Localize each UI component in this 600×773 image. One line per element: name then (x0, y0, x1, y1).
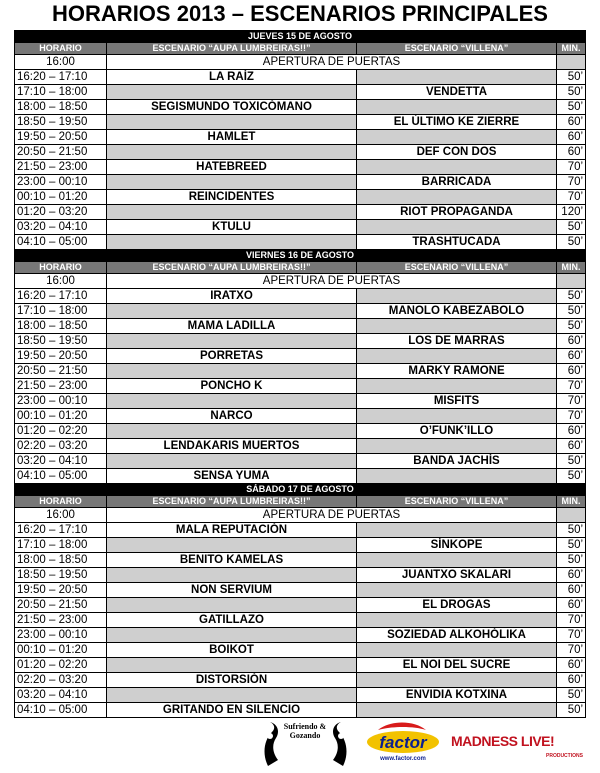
stage-b-band (357, 220, 557, 235)
slot-minutes: 60’ (557, 349, 586, 364)
stage-b-band (357, 583, 557, 598)
slot-time: 04:10 – 05:00 (15, 469, 107, 484)
slot-minutes: 60’ (557, 583, 586, 598)
slot-time: 18:00 – 18:50 (15, 100, 107, 115)
slot-time: 00:10 – 01:20 (15, 643, 107, 658)
day-label: SÁBADO 17 DE AGOSTO (15, 484, 586, 496)
slot-minutes: 50’ (557, 319, 586, 334)
stage-b-band (357, 523, 557, 538)
slot-time: 00:10 – 01:20 (15, 409, 107, 424)
slot-minutes: 70’ (557, 175, 586, 190)
stage-b-band: O’FUNK’ILLO (357, 424, 557, 439)
slot-time: 01:20 – 02:20 (15, 424, 107, 439)
stage-b-band (357, 319, 557, 334)
slot-minutes: 50’ (557, 454, 586, 469)
slot-time: 20:50 – 21:50 (15, 598, 107, 613)
stage-a-band (107, 454, 357, 469)
slot-time: 04:10 – 05:00 (15, 235, 107, 250)
stage-a-band (107, 115, 357, 130)
day-header-row (15, 484, 586, 496)
slot-time: 18:00 – 18:50 (15, 319, 107, 334)
stage-b-band (357, 613, 557, 628)
slot-time: 01:20 – 02:20 (15, 658, 107, 673)
page-title: HORARIOS 2013 – ESCENARIOS PRINCIPALES (52, 1, 548, 26)
stage-a-band (107, 394, 357, 409)
schedule-row (15, 613, 586, 628)
factor-wordmark: factor (379, 733, 427, 752)
schedule-row (15, 319, 586, 334)
opening-row (15, 274, 586, 289)
stage-a-band: SENSA YUMA (107, 469, 357, 484)
header-stage-a: ESCENARIO “AUPA LUMBREIRAS!!” (107, 43, 357, 55)
schedule-row (15, 160, 586, 175)
stage-a-band: BOIKOT (107, 643, 357, 658)
slot-time: 16:20 – 17:10 (15, 289, 107, 304)
slot-minutes: 70’ (557, 160, 586, 175)
factor-logo (364, 720, 442, 768)
slot-time: 16:20 – 17:10 (15, 523, 107, 538)
factor-url: www.factor.com (380, 756, 426, 762)
header-min: MIN. (557, 262, 586, 274)
opening-label: APERTURA DE PUERTAS (107, 55, 557, 70)
column-header-row (15, 43, 586, 55)
stage-b-band: BARRICADA (357, 175, 557, 190)
stage-b-band: EL DROGAS (357, 598, 557, 613)
stage-a-band (107, 145, 357, 160)
stage-a-band: PORRETAS (107, 349, 357, 364)
schedule-row (15, 304, 586, 319)
slot-minutes: 60’ (557, 424, 586, 439)
schedule-table (14, 30, 586, 718)
header-min: MIN. (557, 496, 586, 508)
slot-minutes: 60’ (557, 598, 586, 613)
slot-time: 18:50 – 19:50 (15, 334, 107, 349)
stage-a-band: REINCIDENTES (107, 190, 357, 205)
header-stage-a: ESCENARIO “AUPA LUMBREIRAS!!” (107, 262, 357, 274)
stage-b-band (357, 289, 557, 304)
header-stage-a: ESCENARIO “AUPA LUMBREIRAS!!” (107, 496, 357, 508)
schedule-row (15, 289, 586, 304)
slot-time: 17:10 – 18:00 (15, 304, 107, 319)
schedule-row (15, 673, 586, 688)
stage-a-band (107, 364, 357, 379)
schedule-row (15, 454, 586, 469)
stage-b-band: BANDA JACHÍS (357, 454, 557, 469)
header-stage-b: ESCENARIO “VILLENA” (357, 262, 557, 274)
schedule-row (15, 568, 586, 583)
schedule-row (15, 145, 586, 160)
schedule-row (15, 394, 586, 409)
slot-time: 17:10 – 18:00 (15, 538, 107, 553)
header-stage-b: ESCENARIO “VILLENA” (357, 496, 557, 508)
stage-b-band: EL NOI DEL SUCRE (357, 658, 557, 673)
schedule-row (15, 364, 586, 379)
slot-time: 18:00 – 18:50 (15, 553, 107, 568)
sufriendo-gozando-logo (258, 720, 353, 768)
stage-a-band: BENITO KAMELAS (107, 553, 357, 568)
schedule-row (15, 553, 586, 568)
stage-b-band (357, 439, 557, 454)
slot-minutes: 70’ (557, 613, 586, 628)
slot-time: 00:10 – 01:20 (15, 190, 107, 205)
stage-a-band: PONCHO K (107, 379, 357, 394)
schedule-row (15, 115, 586, 130)
slot-minutes: 70’ (557, 190, 586, 205)
stage-b-band (357, 160, 557, 175)
header-stage-b: ESCENARIO “VILLENA” (357, 43, 557, 55)
stage-b-band (357, 379, 557, 394)
slot-time: 21:50 – 23:00 (15, 160, 107, 175)
stage-a-band (107, 568, 357, 583)
madness-live-wordmark: MADNESS LIVE! (451, 733, 555, 749)
opening-row (15, 508, 586, 523)
schedule-row (15, 658, 586, 673)
stage-a-band (107, 175, 357, 190)
stage-b-band (357, 643, 557, 658)
slot-minutes: 60’ (557, 568, 586, 583)
stage-b-band (357, 190, 557, 205)
stage-b-band: LOS DE MARRAS (357, 334, 557, 349)
schedule-row (15, 439, 586, 454)
slot-minutes: 120’ (557, 205, 586, 220)
stage-b-band: ENVIDIA KOTXINA (357, 688, 557, 703)
day-header-row (15, 250, 586, 262)
stage-a-band: HATEBREED (107, 160, 357, 175)
slot-minutes: 50’ (557, 523, 586, 538)
opening-min-cell (557, 508, 586, 523)
slot-minutes: 60’ (557, 658, 586, 673)
schedule-row (15, 130, 586, 145)
opening-label: APERTURA DE PUERTAS (107, 508, 557, 523)
schedule-row (15, 523, 586, 538)
header-horario: HORARIO (15, 43, 107, 55)
slot-minutes: 70’ (557, 643, 586, 658)
slot-minutes: 70’ (557, 628, 586, 643)
opening-time: 16:00 (15, 508, 107, 523)
schedule-row (15, 469, 586, 484)
slot-minutes: 50’ (557, 235, 586, 250)
stage-b-band: VENDETTA (357, 85, 557, 100)
schedule-row (15, 175, 586, 190)
slot-minutes: 50’ (557, 304, 586, 319)
slot-minutes: 50’ (557, 85, 586, 100)
slot-minutes: 60’ (557, 439, 586, 454)
schedule-row (15, 100, 586, 115)
schedule-row (15, 205, 586, 220)
opening-min-cell (557, 55, 586, 70)
schedule-row (15, 538, 586, 553)
schedule-row (15, 220, 586, 235)
stage-b-band: DEF CON DOS (357, 145, 557, 160)
schedule-row (15, 379, 586, 394)
header-min: MIN. (557, 43, 586, 55)
slot-minutes: 50’ (557, 100, 586, 115)
slot-time: 03:20 – 04:10 (15, 220, 107, 235)
header-horario: HORARIO (15, 496, 107, 508)
slot-minutes: 50’ (557, 553, 586, 568)
stage-b-band (357, 469, 557, 484)
slot-minutes: 50’ (557, 289, 586, 304)
sufriendo-gozando-text: Sufriendo & Gozando (283, 722, 327, 740)
slot-time: 23:00 – 00:10 (15, 175, 107, 190)
schedule-row (15, 424, 586, 439)
stage-b-band: JUANTXO SKALARI (357, 568, 557, 583)
slot-time: 18:50 – 19:50 (15, 568, 107, 583)
stage-a-band: GATILLAZO (107, 613, 357, 628)
slot-minutes: 60’ (557, 115, 586, 130)
stage-b-band (357, 349, 557, 364)
slot-minutes: 60’ (557, 145, 586, 160)
slot-minutes: 70’ (557, 409, 586, 424)
stage-a-band: LA RAÍZ (107, 70, 357, 85)
stage-a-band: IRATXO (107, 289, 357, 304)
stage-a-band: NON SERVIUM (107, 583, 357, 598)
slot-time: 03:20 – 04:10 (15, 454, 107, 469)
sponsor-logos (0, 718, 600, 768)
slot-time: 20:50 – 21:50 (15, 364, 107, 379)
schedule-row (15, 583, 586, 598)
slot-minutes: 60’ (557, 673, 586, 688)
stage-a-band (107, 424, 357, 439)
stage-a-band (107, 628, 357, 643)
madness-productions-text: PRODUCTIONS (546, 753, 583, 759)
slot-time: 01:20 – 03:20 (15, 205, 107, 220)
slot-time: 23:00 – 00:10 (15, 628, 107, 643)
schedule-row (15, 598, 586, 613)
stage-a-band: DISTORSIÓN (107, 673, 357, 688)
stage-b-band (357, 703, 557, 718)
stage-a-band (107, 85, 357, 100)
madness-live-logo (451, 728, 591, 768)
schedule-row (15, 628, 586, 643)
slot-time: 19:50 – 20:50 (15, 583, 107, 598)
stage-a-band (107, 304, 357, 319)
slot-time: 04:10 – 05:00 (15, 703, 107, 718)
opening-label: APERTURA DE PUERTAS (107, 274, 557, 289)
slot-time: 21:50 – 23:00 (15, 613, 107, 628)
schedule-row (15, 688, 586, 703)
slot-minutes: 60’ (557, 364, 586, 379)
schedule-row (15, 409, 586, 424)
slot-time: 02:20 – 03:20 (15, 439, 107, 454)
stage-a-band (107, 658, 357, 673)
slot-minutes: 60’ (557, 130, 586, 145)
slot-minutes: 50’ (557, 703, 586, 718)
column-header-row (15, 496, 586, 508)
opening-min-cell (557, 274, 586, 289)
stage-b-band (357, 553, 557, 568)
stage-a-band (107, 334, 357, 349)
slot-time: 20:50 – 21:50 (15, 145, 107, 160)
slot-minutes: 50’ (557, 538, 586, 553)
stage-a-band (107, 538, 357, 553)
schedule-row (15, 70, 586, 85)
opening-time: 16:00 (15, 274, 107, 289)
stage-a-band: MALA REPUTACIÓN (107, 523, 357, 538)
slot-time: 17:10 – 18:00 (15, 85, 107, 100)
slot-time: 23:00 – 00:10 (15, 394, 107, 409)
stage-b-band: TRASHTUCADA (357, 235, 557, 250)
schedule-row (15, 643, 586, 658)
stage-b-band (357, 100, 557, 115)
schedule-row (15, 334, 586, 349)
day-label: JUEVES 15 DE AGOSTO (15, 31, 586, 43)
slot-minutes: 50’ (557, 469, 586, 484)
slot-minutes: 50’ (557, 220, 586, 235)
slot-minutes: 70’ (557, 394, 586, 409)
slot-time: 18:50 – 19:50 (15, 115, 107, 130)
stage-a-band (107, 598, 357, 613)
stage-b-band: RIOT PROPAGANDA (357, 205, 557, 220)
stage-b-band: SOZIEDAD ALKOHÓLIKA (357, 628, 557, 643)
slot-time: 21:50 – 23:00 (15, 379, 107, 394)
stage-b-band (357, 130, 557, 145)
slot-time: 03:20 – 04:10 (15, 688, 107, 703)
stage-a-band: MAMA LADILLA (107, 319, 357, 334)
stage-b-band: MANOLO KABEZABOLO (357, 304, 557, 319)
stage-b-band (357, 70, 557, 85)
opening-row (15, 55, 586, 70)
stage-a-band (107, 688, 357, 703)
stage-b-band: EL ÚLTIMO KE ZIERRE (357, 115, 557, 130)
slot-minutes: 60’ (557, 334, 586, 349)
schedule-row (15, 703, 586, 718)
schedule-row (15, 190, 586, 205)
stage-a-band (107, 205, 357, 220)
slot-time: 16:20 – 17:10 (15, 70, 107, 85)
column-header-row (15, 262, 586, 274)
slot-minutes: 70’ (557, 379, 586, 394)
slot-time: 19:50 – 20:50 (15, 349, 107, 364)
slot-time: 19:50 – 20:50 (15, 130, 107, 145)
stage-b-band: MISFITS (357, 394, 557, 409)
stage-a-band: HAMLET (107, 130, 357, 145)
stage-a-band (107, 235, 357, 250)
header-horario: HORARIO (15, 262, 107, 274)
stage-b-band: MARKY RAMONE (357, 364, 557, 379)
slot-minutes: 50’ (557, 70, 586, 85)
stage-a-band: SEGISMUNDO TOXICÓMANO (107, 100, 357, 115)
schedule-row (15, 349, 586, 364)
opening-time: 16:00 (15, 55, 107, 70)
stage-b-band (357, 409, 557, 424)
stage-b-band (357, 673, 557, 688)
stage-a-band: LENDAKARIS MUERTOS (107, 439, 357, 454)
slot-time: 02:20 – 03:20 (15, 673, 107, 688)
day-label: VIERNES 16 DE AGOSTO (15, 250, 586, 262)
stage-a-band: NARCO (107, 409, 357, 424)
stage-b-band: SÍNKOPE (357, 538, 557, 553)
slot-minutes: 50’ (557, 688, 586, 703)
stage-a-band: KTULU (107, 220, 357, 235)
schedule-row (15, 235, 586, 250)
schedule-row (15, 85, 586, 100)
day-header-row (15, 31, 586, 43)
stage-a-band: GRITANDO EN SILENCIO (107, 703, 357, 718)
